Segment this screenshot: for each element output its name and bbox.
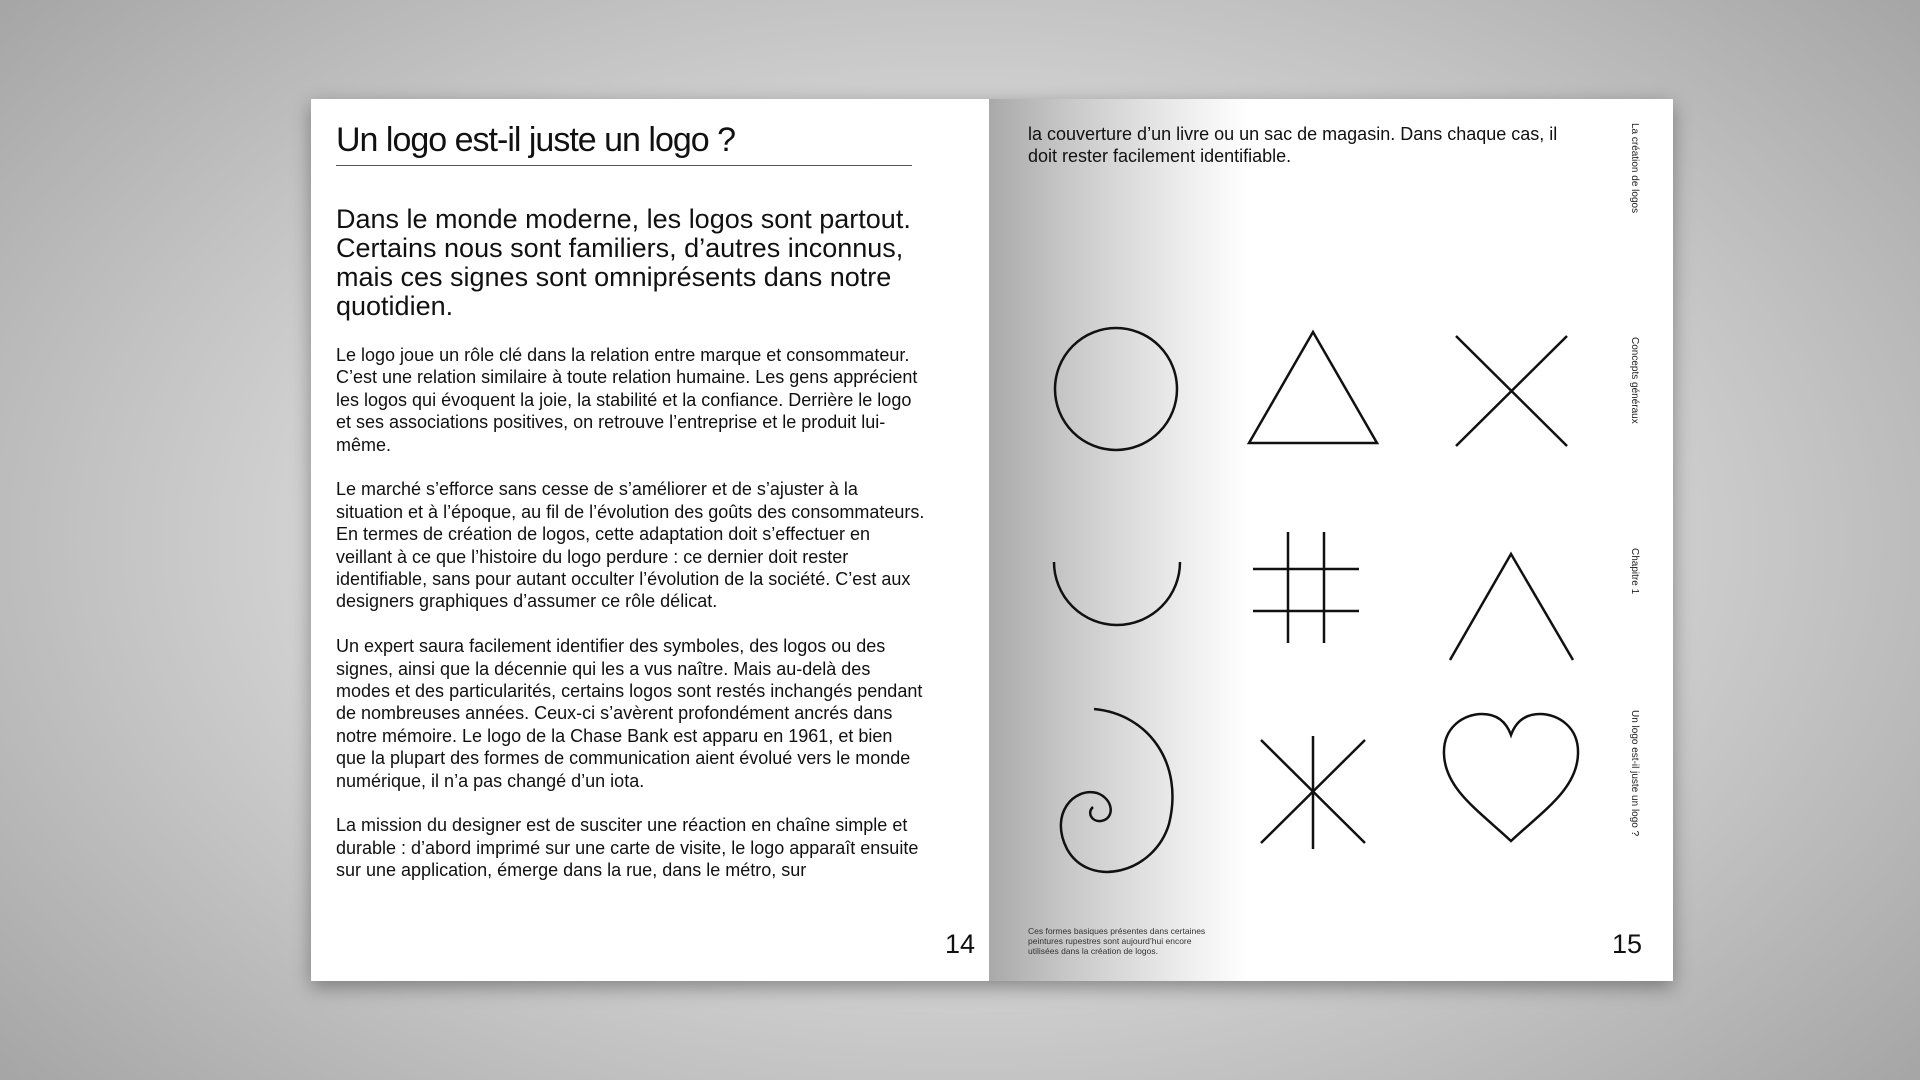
side-label: La création de logos <box>1629 123 1640 214</box>
semicircle-icon <box>1054 562 1180 625</box>
triangle-icon <box>1249 332 1377 443</box>
right-page <box>989 99 1673 981</box>
asterisk-icon <box>1261 736 1365 849</box>
hash-grid-icon <box>1253 532 1359 643</box>
side-label: Un logo est-il juste un logo ? <box>1629 710 1640 837</box>
circle-icon <box>1055 328 1177 450</box>
side-label: Chapitre 1 <box>1629 548 1640 595</box>
lead-paragraph: Dans le monde moderne, les logos sont partout. Certains nous sont familiers, d’autres inconnus, mais ces signes sont omniprésents dans notre quotidien. <box>336 204 911 321</box>
figure-caption: Ces formes basiques présentes dans certaines peintures rupestres sont aujourd’hui encore utilisées dans la création de logos. <box>1028 926 1206 956</box>
page-number: 14 <box>945 929 976 959</box>
paragraph: Le logo joue un rôle clé dans la relation entre marque et consommateur. C’est une relation similaire à toute relation humaine. Les gens apprécient les logos qui évoquent la joie, la stabilité et la confiance. Derrière le logo et ses associations positives, on retrouve l’entreprise et le produit lui-même. <box>336 345 918 455</box>
left-page <box>311 99 989 981</box>
caret-up-icon <box>1450 554 1573 660</box>
continued-text: la couverture d’un livre ou un sac de magasin. Dans chaque cas, il doit rester facilement identifiable. <box>1028 124 1558 167</box>
paragraph: Le marché s’efforce sans cesse de s’améliorer et de s’ajuster à la situation et à l’époque, au fil de l’évolution des goûts des consommateurs. En termes de création de logos, cette adaptation doit s’effectuer en veillant à ce que l’histoire du logo perdure : ce dernier doit rester identifiable, sans pour autant occulter l’évolution de la société. C’est aux designers graphiques d’assumer ce rôle délicat. <box>336 479 925 612</box>
paragraph: La mission du designer est de susciter une réaction en chaîne simple et durable : d’abord imprimé sur une carte de visite, le logo apparaît ensuite sur une application, émerge dans la rue, dans le métro, sur <box>336 815 919 881</box>
spiral-icon <box>1061 709 1173 872</box>
page-number: 15 <box>1612 929 1643 959</box>
paragraph: Un expert saura facilement identifier des symboles, des logos ou des signes, ainsi que la décennie qui les a vus naître. Mais au-delà des modes et des particularités, certains logos sont restés inchangés pendant de nombreuses années. Ceux-ci s’avèrent profondément ancrés dans notre mémoire. Le logo de la Chase Bank est apparu en 1961, et bien que la plupart des formes de communication aient évolué vers le monde numérique, il n’a pas changé d’un iota. <box>336 636 923 791</box>
body-text <box>336 344 926 904</box>
title-divider <box>336 165 912 166</box>
x-cross-icon <box>1456 336 1567 446</box>
open-booklet <box>311 99 1673 981</box>
side-label: Concepts généraux <box>1629 337 1640 424</box>
page-title: Un logo est-il juste un logo ? <box>336 121 736 159</box>
shapes-grid <box>989 99 1673 981</box>
heart-icon <box>1444 714 1578 841</box>
